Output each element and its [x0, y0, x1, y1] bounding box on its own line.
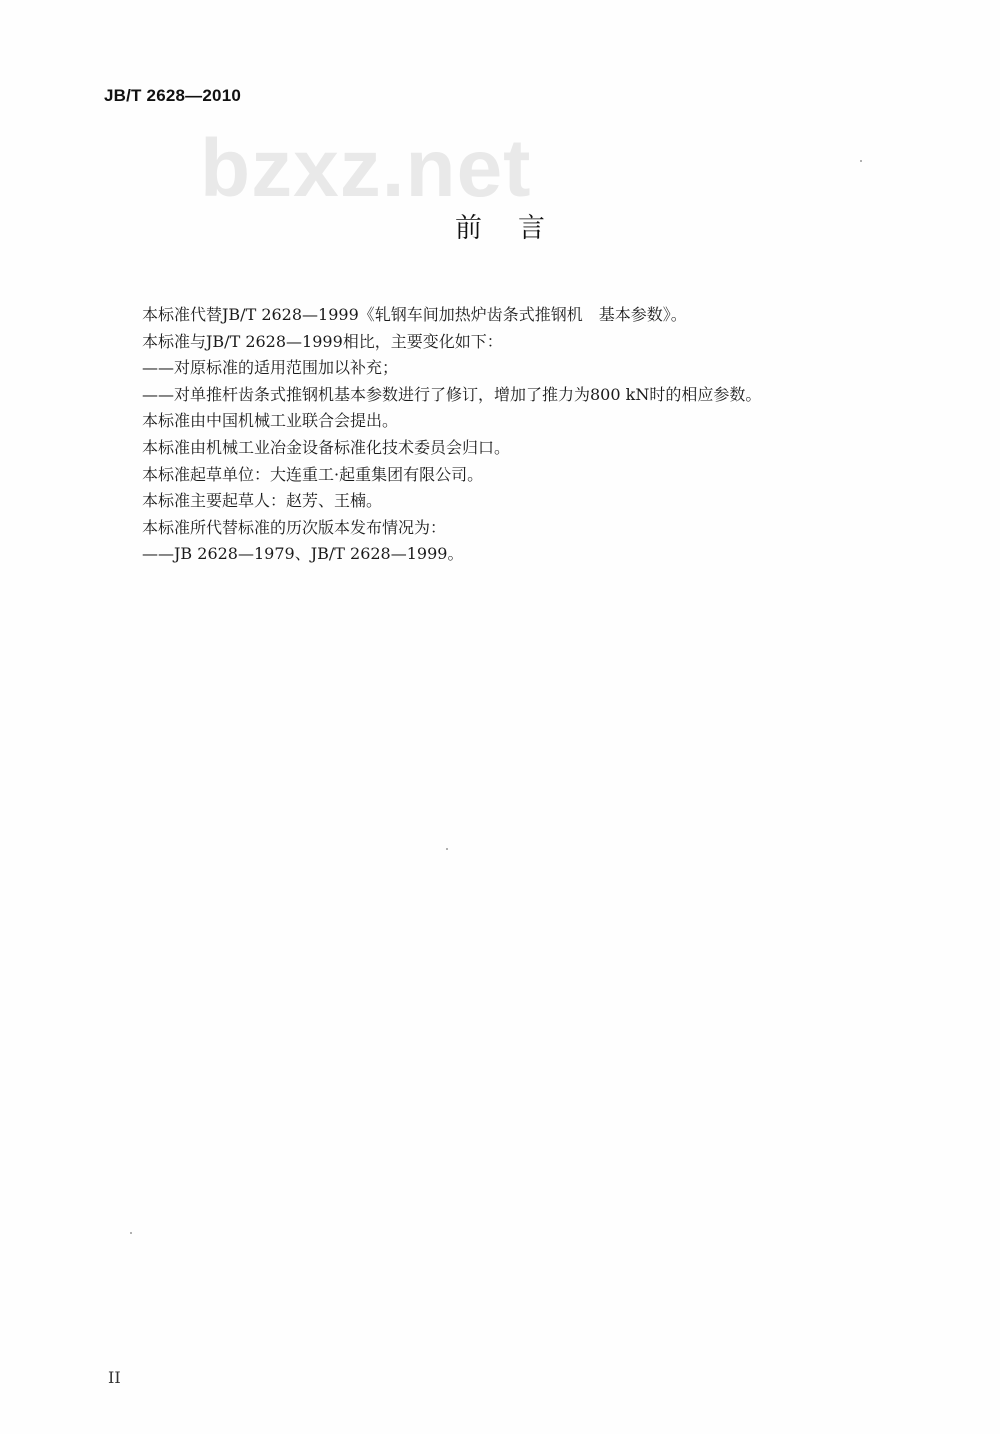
page-number: II [108, 1368, 121, 1387]
body-line: ——对单推杆齿条式推钢机基本参数进行了修订，增加了推力为800 kN时的相应参数。 [142, 384, 762, 404]
body-line: 本标准所代替标准的历次版本发布情况为： [142, 517, 447, 537]
watermark: bzxz.net [200, 123, 532, 214]
scan-speck [130, 1232, 132, 1234]
standard-code: JB/T 2628—2010 [104, 86, 241, 105]
body-line: 本标准起草单位：大连重工·起重集团有限公司。 [142, 464, 484, 484]
body-line: ——对原标准的适用范围加以补充； [142, 358, 399, 378]
page-title: 前言 [455, 213, 581, 244]
body-line: 本标准由中国机械工业联合会提出。 [142, 411, 399, 431]
body-line: 本标准由机械工业冶金设备标准化技术委员会归口。 [142, 437, 511, 457]
body-line: ——JB 2628—1979、JB/T 2628—1999。 [142, 544, 464, 564]
scan-speck [860, 160, 862, 162]
scan-speck [446, 848, 448, 850]
body-line: 本标准主要起草人：赵芳、王楠。 [142, 491, 383, 511]
body-line: 本标准与JB/T 2628—1999相比，主要变化如下： [142, 331, 503, 351]
foreword-body [142, 302, 882, 568]
body-line: 本标准代替JB/T 2628—1999《轧钢车间加热炉齿条式推钢机 基本参数》。 [142, 305, 687, 324]
